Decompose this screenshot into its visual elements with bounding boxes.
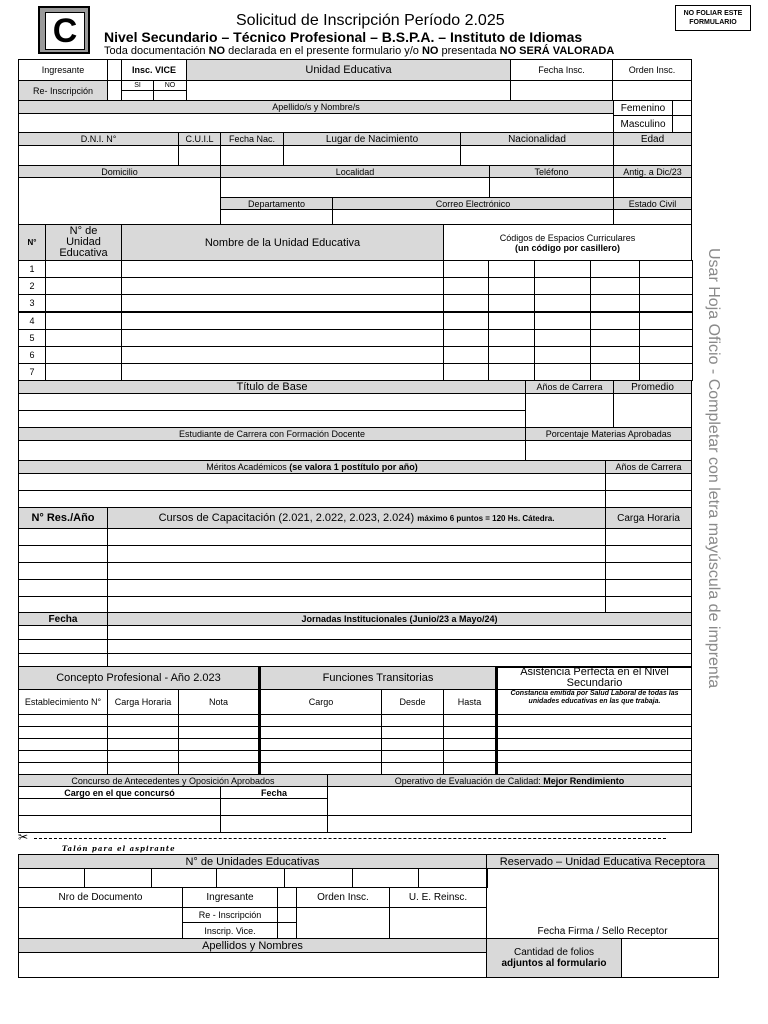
notice-no: NO <box>421 45 439 57</box>
form-notice <box>104 45 614 57</box>
notice-warning: NO SERÁ VALORADA <box>499 45 615 57</box>
concurso-cargo-label: Cargo en el que concursó <box>18 786 221 799</box>
unidad-row-codigo-field[interactable] <box>639 346 693 364</box>
cursos-title: Cursos de Capacitación (2.021, 2.022, 2.023, 2.024) <box>158 512 415 524</box>
form-subtitle: Nivel Secundario – Técnico Profesional – B.S.P.A. – Instituto de Idiomas <box>104 29 583 45</box>
unidad-row-number: 5 <box>18 329 46 347</box>
unidad-row-codigo-field[interactable] <box>443 329 489 347</box>
unidades-n-unidad-header: N° de Unidad Educativa <box>45 224 122 261</box>
domicilio-field[interactable] <box>18 177 221 225</box>
cursos-carga-header: Carga Horaria <box>605 507 692 529</box>
operativo-title: Operativo de Evaluación de Calidad: <box>394 775 541 786</box>
anios-carrera-label: Años de Carrera <box>525 380 614 394</box>
apellidos-label: Apellido/s y Nombre/s <box>18 100 614 114</box>
asistencia-header: Asistencia Perfecta en el Nivel Secundario <box>497 666 692 690</box>
cursos-carga-field[interactable] <box>605 579 692 597</box>
edad-field[interactable] <box>613 145 692 166</box>
talon-label: Talón para el aspirante <box>62 844 176 853</box>
departamento-label: Departamento <box>220 197 333 210</box>
titulo-base-field-1[interactable] <box>18 393 526 411</box>
meritos-field-1[interactable] <box>18 473 606 491</box>
unidad-row-nombre-field[interactable] <box>121 294 444 312</box>
reinscripcion-check[interactable] <box>107 80 122 101</box>
fecha-firma-label: Fecha Firma / Sello Receptor <box>537 926 668 937</box>
codigos-title: Códigos de Espacios Curriculares <box>499 232 636 243</box>
masculino-label: Masculino <box>613 115 673 133</box>
insc-vice-label: Insc. VICE <box>121 59 187 81</box>
unidad-row-codigo-field[interactable] <box>590 346 640 364</box>
telefono-field[interactable] <box>489 177 614 198</box>
unidad-row-codigo-field[interactable] <box>639 294 693 312</box>
concurso-fecha-field-1[interactable] <box>220 798 328 816</box>
talon-reservado-field[interactable] <box>486 868 719 939</box>
carga-header: Carga Horaria <box>107 689 179 715</box>
lugar-nac-label: Lugar de Nacimiento <box>283 132 461 146</box>
talon-unidad-box[interactable] <box>284 868 353 888</box>
nota-header: Nota <box>178 689 259 715</box>
localidad-field[interactable] <box>220 177 490 198</box>
unidad-row-nombre-field[interactable] <box>121 363 444 381</box>
unidad-row-codigo-field[interactable] <box>639 260 693 278</box>
unidad-row-codigo-field[interactable] <box>488 277 535 295</box>
femenino-label: Femenino <box>613 100 673 116</box>
telefono-label: Teléfono <box>489 165 614 178</box>
talon-ingresante-label: Ingresante <box>182 887 278 908</box>
masculino-check[interactable] <box>672 115 692 133</box>
unidad-row-codigo-field[interactable] <box>590 312 640 330</box>
talon-ue-reinsc-field[interactable] <box>389 907 487 939</box>
concurso-cargo-field-2[interactable] <box>18 815 221 833</box>
ingresante-check[interactable] <box>107 59 122 81</box>
logo-box <box>38 6 90 54</box>
unidad-row-n-field[interactable] <box>45 346 122 364</box>
unidad-row-nombre-field[interactable] <box>121 260 444 278</box>
cursos-carga-field[interactable] <box>605 528 692 546</box>
unidad-row-nombre-field[interactable] <box>121 312 444 330</box>
unidad-row-codigo-field[interactable] <box>590 294 640 312</box>
unidad-row-nombre-field[interactable] <box>121 329 444 347</box>
fecha-nac-label: Fecha Nac. <box>220 132 284 146</box>
meritos-field-2[interactable] <box>18 490 606 508</box>
correo-label: Correo Electrónico <box>332 197 614 210</box>
talon-n-unidades-header: N° de Unidades Educativas <box>18 854 487 869</box>
talon-cantidad-label <box>486 938 622 978</box>
talon-unidad-box[interactable] <box>216 868 285 888</box>
apellidos-field[interactable] <box>18 113 614 133</box>
talon-unidad-box[interactable] <box>18 868 85 888</box>
unidad-row-codigo-field[interactable] <box>443 363 489 381</box>
unidad-row-number: 1 <box>18 260 46 278</box>
nacionalidad-field[interactable] <box>460 145 614 166</box>
anios-carrera-field[interactable] <box>525 393 614 428</box>
unidad-row-codigo-field[interactable] <box>443 260 489 278</box>
unidad-row-codigo-field[interactable] <box>443 277 489 295</box>
meritos-anios-field-1[interactable] <box>605 473 692 491</box>
antig-field[interactable] <box>613 177 692 198</box>
dni-label: D.N.I. N° <box>18 132 179 146</box>
reinscripcion-label: Re- Inscripción <box>18 80 108 101</box>
form-title: Solicitud de Inscripción Período 2.025 <box>236 12 505 29</box>
notice-no: NO <box>208 45 226 57</box>
concurso-label: Concurso de Antecedentes y Oposición Aprobados <box>18 774 328 787</box>
side-note: Usar Hoja Oficio - Completar con letra mayúscula de imprenta <box>705 248 722 689</box>
orden-insc-label: Orden Insc. <box>612 59 692 81</box>
unidad-educativa-label: Unidad Educativa <box>186 59 511 81</box>
talon-cantidad-field[interactable] <box>621 938 719 978</box>
cursos-desc-field[interactable] <box>107 562 606 580</box>
cursos-header <box>107 507 606 529</box>
unidad-row-number: 6 <box>18 346 46 364</box>
unidad-row-n-field[interactable] <box>45 312 122 330</box>
unidad-educativa-field[interactable] <box>186 80 511 101</box>
ingresante-label: Ingresante <box>18 59 108 81</box>
insc-vice-no[interactable]: NO <box>153 80 187 91</box>
cursos-nres-field[interactable] <box>18 528 108 546</box>
titulo-base-label: Título de Base <box>18 380 526 394</box>
femenino-check[interactable] <box>672 100 692 116</box>
unidad-row-codigo-field[interactable] <box>590 260 640 278</box>
concurso-fecha-field-2[interactable] <box>220 815 328 833</box>
unidad-row-codigo-field[interactable] <box>534 329 591 347</box>
unidad-row-n-field[interactable] <box>45 329 122 347</box>
unidad-row-n-field[interactable] <box>45 277 122 295</box>
operativo-note: Mejor Rendimiento <box>543 775 625 786</box>
desde-header: Desde <box>381 689 444 715</box>
notice-text: Toda documentación <box>104 45 209 57</box>
unidad-row-codigo-field[interactable] <box>590 363 640 381</box>
cursos-carga-field[interactable] <box>605 562 692 580</box>
scissors-icon: ✂ <box>18 830 29 844</box>
porcentaje-field[interactable] <box>525 440 692 461</box>
cursos-desc-field[interactable] <box>107 528 606 546</box>
meritos-anios-label: Años de Carrera <box>605 460 692 474</box>
talon-unidad-box[interactable] <box>418 868 488 888</box>
unidad-row-number: 3 <box>18 294 46 312</box>
unidad-row-codigo-field[interactable] <box>534 346 591 364</box>
unidad-row-codigo-field[interactable] <box>488 346 535 364</box>
unidades-n-header: N° <box>18 224 46 261</box>
porcentaje-label: Porcentaje Materias Aprobadas <box>525 427 692 441</box>
cantidad-sub: adjuntos al formulario <box>501 958 607 969</box>
talon-ingresante-check[interactable] <box>277 887 297 908</box>
lugar-nac-field[interactable] <box>283 145 461 166</box>
orden-insc-field[interactable] <box>612 80 692 101</box>
unidad-row-codigo-field[interactable] <box>488 363 535 381</box>
cargo-header: Cargo <box>258 689 382 715</box>
cursos-nres-field[interactable] <box>18 579 108 597</box>
hasta-header: Hasta <box>443 689 498 715</box>
no-foliar-badge: NO FOLIAR ESTE FORMULARIO <box>675 5 751 31</box>
unidad-row-codigo-field[interactable] <box>488 260 535 278</box>
cursos-nres-field[interactable] <box>18 562 108 580</box>
concurso-fecha-label: Fecha <box>220 786 328 799</box>
meritos-note: (se valora 1 postítulo por año) <box>289 462 418 472</box>
edad-label: Edad <box>613 132 692 146</box>
unidad-row-n-field[interactable] <box>45 294 122 312</box>
funciones-header: Funciones Transitorias <box>258 666 498 690</box>
fecha-insc-field[interactable] <box>510 80 613 101</box>
cuil-label: C.U.I.L <box>178 132 221 146</box>
talon-n-documento-field[interactable] <box>18 907 183 939</box>
cursos-note: máximo 6 puntos = 120 Hs. Cátedra. <box>417 513 555 523</box>
establecimiento-header: Establecimiento N° <box>18 689 108 715</box>
departamento-field[interactable] <box>220 209 333 225</box>
cursos-carga-field[interactable] <box>605 545 692 563</box>
talon-unidad-box[interactable] <box>151 868 217 888</box>
operativo-field-1[interactable] <box>327 786 692 816</box>
unidad-row-codigo-field[interactable] <box>534 363 591 381</box>
cut-line <box>34 838 666 839</box>
estudiante-field[interactable] <box>18 440 526 461</box>
concepto-header: Concepto Profesional - Año 2.023 <box>18 666 259 690</box>
unidad-row-codigo-field[interactable] <box>443 346 489 364</box>
unidad-row-nombre-field[interactable] <box>121 277 444 295</box>
jornadas-desc-field[interactable] <box>107 639 692 654</box>
promedio-label: Promedio <box>613 380 692 394</box>
dni-field[interactable] <box>18 145 179 166</box>
unidad-row-codigo-field[interactable] <box>534 260 591 278</box>
constancia-note: Constancia emitida por Salud Laboral de todas las unidades educativas en las que trabaja. <box>497 689 692 715</box>
talon-apellidos-field[interactable] <box>18 952 487 978</box>
notice-text: presentada <box>438 45 500 57</box>
talon-apellidos-label: Apellidos y Nombres <box>18 938 487 953</box>
fecha-insc-label: Fecha Insc. <box>510 59 613 81</box>
jornadas-fecha-field[interactable] <box>18 625 108 640</box>
talon-inscrip-vice-check[interactable] <box>277 922 297 939</box>
unidad-row-number: 7 <box>18 363 46 381</box>
unidad-row-codigo-field[interactable] <box>534 312 591 330</box>
unidad-row-codigo-field[interactable] <box>590 329 640 347</box>
talon-unidad-box[interactable] <box>84 868 152 888</box>
unidad-row-number: 2 <box>18 277 46 295</box>
estado-civil-field[interactable] <box>613 209 692 225</box>
meritos-label <box>18 460 606 474</box>
cursos-nres-field[interactable] <box>18 545 108 563</box>
operativo-field-2[interactable] <box>327 815 692 833</box>
unidad-row-codigo-field[interactable] <box>488 329 535 347</box>
unidad-row-codigo-field[interactable] <box>443 294 489 312</box>
jornadas-desc-field[interactable] <box>107 625 692 640</box>
titulo-base-field-2[interactable] <box>18 410 526 428</box>
promedio-field[interactable] <box>613 393 692 428</box>
unidades-nombre-header: Nombre de la Unidad Educativa <box>121 224 444 261</box>
cursos-nres-header: N° Res./Año <box>18 507 108 529</box>
unidad-row-n-field[interactable] <box>45 363 122 381</box>
antig-label: Antig. a Dic/23 <box>613 165 692 178</box>
jornadas-header: Jornadas Institucionales (Junio/23 a Mayo/24) <box>107 612 692 626</box>
localidad-label: Localidad <box>220 165 490 178</box>
unidad-row-codigo-field[interactable] <box>488 312 535 330</box>
talon-unidad-box[interactable] <box>352 868 419 888</box>
estudiante-label: Estudiante de Carrera con Formación Docente <box>18 427 526 441</box>
unidad-row-codigo-field[interactable] <box>639 329 693 347</box>
unidad-row-codigo-field[interactable] <box>639 312 693 330</box>
unidad-row-number: 4 <box>18 312 46 330</box>
unidad-row-codigo-field[interactable] <box>443 312 489 330</box>
unidad-row-codigo-field[interactable] <box>639 277 693 295</box>
correo-field[interactable] <box>332 209 614 225</box>
cursos-desc-field[interactable] <box>107 545 606 563</box>
fecha-nac-field[interactable] <box>220 145 284 166</box>
talon-orden-label: Orden Insc. <box>296 887 390 908</box>
unidad-row-codigo-field[interactable] <box>488 294 535 312</box>
meritos-anios-field-2[interactable] <box>605 490 692 508</box>
talon-reinscripcion-label: Re - Inscripción <box>182 907 278 923</box>
meritos-title: Méritos Académicos <box>206 462 287 472</box>
unidades-codigos-header <box>443 224 692 261</box>
talon-n-documento-label: Nro de Documento <box>18 887 183 908</box>
insc-vice-si[interactable]: SI <box>121 80 154 91</box>
unidad-row-codigo-field[interactable] <box>534 294 591 312</box>
nacionalidad-label: Nacionalidad <box>460 132 614 146</box>
logo-letter: C <box>52 11 78 50</box>
cantidad-title: Cantidad de folios <box>513 947 595 958</box>
domicilio-label: Domicilio <box>18 165 221 178</box>
unidad-row-nombre-field[interactable] <box>121 346 444 364</box>
unidad-row-n-field[interactable] <box>45 260 122 278</box>
codigos-sub: (un código por casillero) <box>514 242 620 253</box>
cuil-field[interactable] <box>178 145 221 166</box>
unidad-row-codigo-field[interactable] <box>534 277 591 295</box>
jornadas-fecha-field[interactable] <box>18 639 108 654</box>
talon-inscrip-vice-label: Inscrip. Vice. <box>182 922 278 939</box>
estado-civil-label: Estado Civil <box>613 197 692 210</box>
cursos-desc-field[interactable] <box>107 579 606 597</box>
talon-reinscripcion-check[interactable] <box>277 907 297 923</box>
unidad-row-codigo-field[interactable] <box>590 277 640 295</box>
talon-ue-reinsc-label: U. E. Reinsc. <box>389 887 487 908</box>
notice-text: declarada en el presente formulario y/o <box>225 45 422 57</box>
jornadas-fecha-header: Fecha <box>18 612 108 626</box>
talon-reservado-header: Reservado – Unidad Educativa Receptora <box>486 854 719 869</box>
concurso-cargo-field-1[interactable] <box>18 798 221 816</box>
logo-letter-box <box>45 12 85 50</box>
unidad-row-codigo-field[interactable] <box>639 363 693 381</box>
talon-orden-field[interactable] <box>296 907 390 939</box>
